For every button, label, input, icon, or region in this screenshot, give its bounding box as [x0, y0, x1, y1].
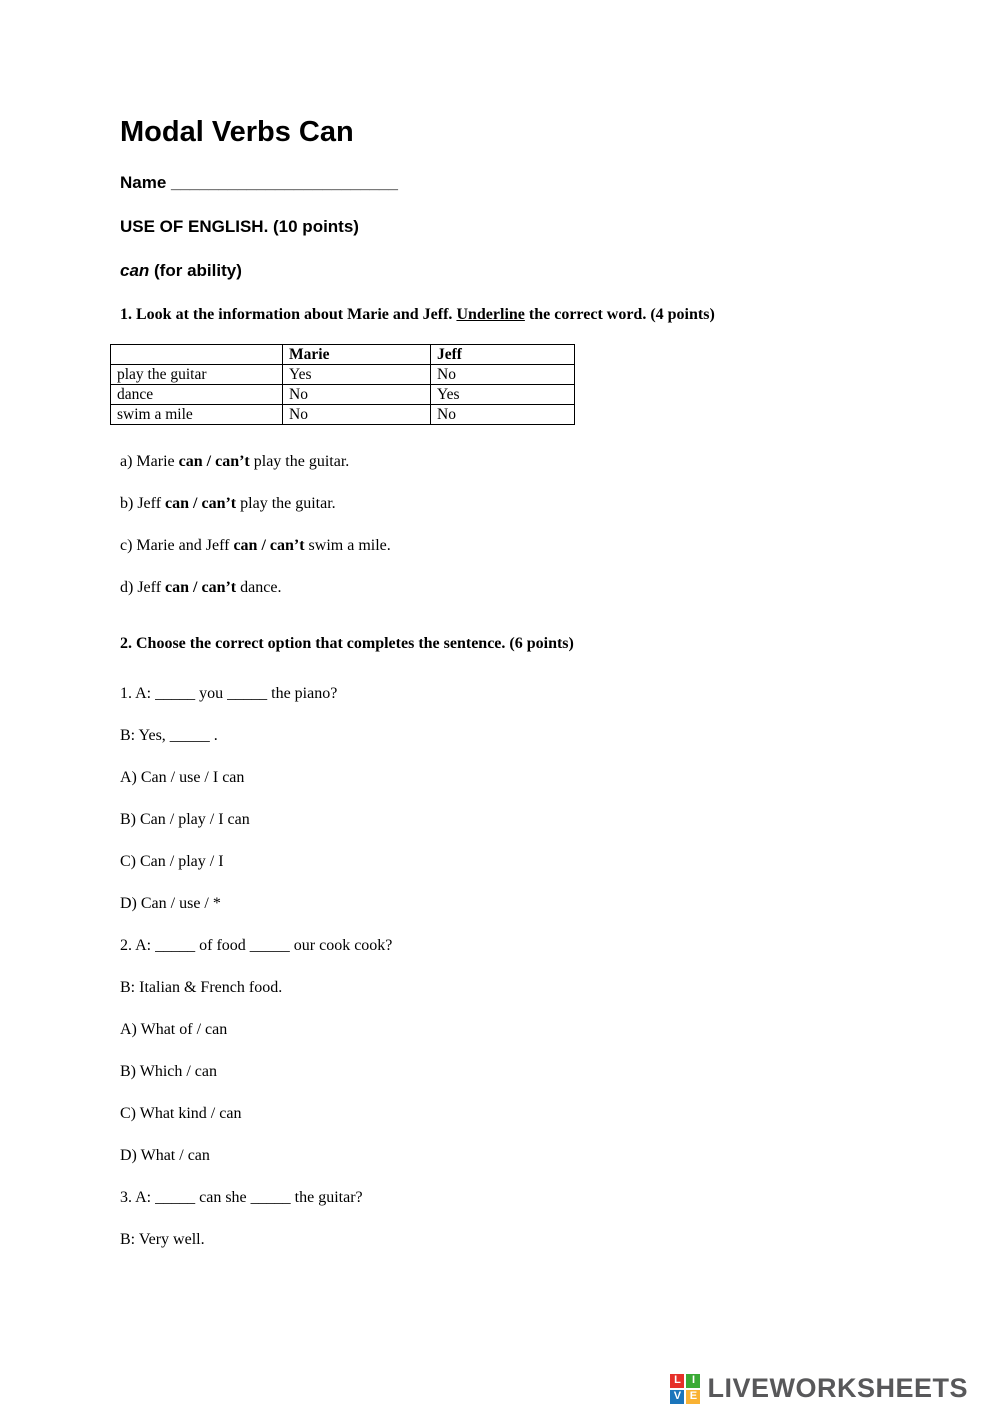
name-field-line: Name ________________________ — [120, 173, 398, 192]
table-cell: No — [431, 405, 575, 425]
table-cell: swim a mile — [111, 405, 283, 425]
exercise2-line: C) Can / play / I — [120, 853, 224, 870]
exercise2-line: B: Very well. — [120, 1231, 205, 1248]
exercise1-prompt-post: the correct word. (4 points) — [524, 306, 715, 323]
table-cell: play the guitar — [111, 365, 283, 385]
exercise2-line: 3. A: _____ can she _____ the guitar? — [120, 1189, 363, 1206]
exercise1-item: a) Marie can / can’t play the guitar. — [120, 453, 350, 470]
section-heading: USE OF ENGLISH. (10 points) — [120, 217, 359, 236]
table-cell: dance — [111, 385, 283, 405]
logo-letter-l: L — [670, 1374, 684, 1388]
exercise2-line: B) Which / can — [120, 1063, 218, 1080]
exercise1-prompt — [120, 306, 890, 324]
exercise2-prompt: 2. Choose the correct option that completes the sentence. (6 points) — [120, 635, 574, 652]
exercise2-line: 1. A: _____ you _____ the piano? — [120, 685, 338, 702]
table-row — [111, 385, 575, 405]
sub-heading-rest: (for ability) — [149, 261, 242, 280]
sub-heading — [120, 261, 890, 281]
brand-text: LIVEWORKSHEETS — [707, 1373, 968, 1403]
exercise1-item: b) Jeff can / can’t play the guitar. — [120, 495, 336, 512]
table-header-cell: Jeff — [431, 345, 575, 365]
table-cell: Yes — [431, 385, 575, 405]
exercise2-line: B) Can / play / I can — [120, 811, 250, 828]
table-cell: No — [283, 385, 431, 405]
table-cell: Yes — [283, 365, 431, 385]
exercise2-lines — [120, 685, 890, 1249]
exercise1-items — [120, 453, 890, 597]
exercise1-item: c) Marie and Jeff can / can’t swim a mile. — [120, 537, 391, 554]
exercise2-line: C) What kind / can — [120, 1105, 242, 1122]
logo-letter-e: E — [686, 1390, 700, 1404]
exercise2-line: B: Italian & French food. — [120, 979, 283, 996]
table-header-cell — [111, 345, 283, 365]
table-header-cell: Marie — [283, 345, 431, 365]
page-title: Modal Verbs Can — [120, 116, 354, 148]
exercise2-line: A) What of / can — [120, 1021, 228, 1038]
table-header-row — [111, 345, 575, 365]
liveworksheets-logo-icon — [670, 1374, 700, 1404]
exercise1-prompt-pre: 1. Look at the information about Marie and Jeff. — [120, 306, 457, 323]
exercise1-item: d) Jeff can / can’t dance. — [120, 579, 282, 596]
table-cell: No — [431, 365, 575, 385]
exercise2-line: B: Yes, _____ . — [120, 727, 218, 744]
logo-letter-v: V — [670, 1390, 684, 1404]
exercise1-prompt-underline: Underline — [456, 306, 525, 323]
exercise2-line: 2. A: _____ of food _____ our cook cook? — [120, 937, 393, 954]
table-row — [111, 405, 575, 425]
exercise2-line: D) Can / use / * — [120, 895, 221, 912]
sub-heading-can: can — [120, 261, 150, 280]
exercise2-line: D) What / can — [120, 1147, 210, 1164]
liveworksheets-footer — [670, 1373, 968, 1404]
table-row — [111, 365, 575, 385]
ability-table — [110, 344, 575, 425]
logo-letter-i: I — [686, 1374, 700, 1388]
exercise2-line: A) Can / use / I can — [120, 769, 245, 786]
table-cell: No — [283, 405, 431, 425]
